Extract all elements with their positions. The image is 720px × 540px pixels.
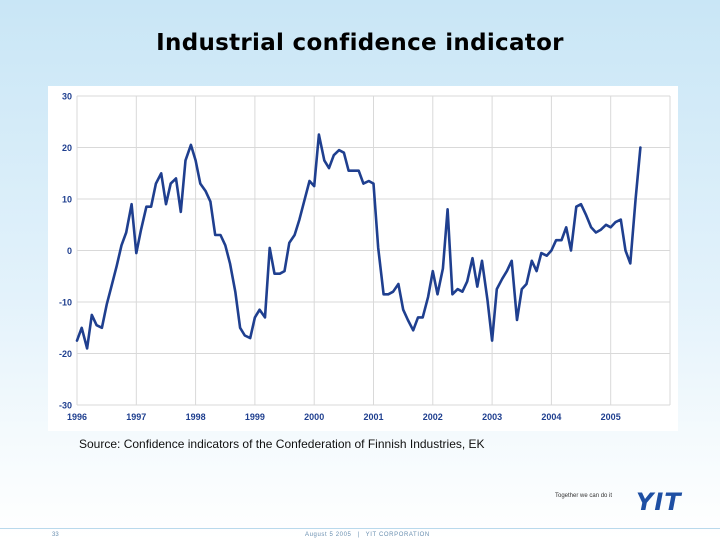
- x-tick-label: 2005: [600, 412, 621, 422]
- x-tick-label: 2004: [541, 412, 562, 422]
- tagline: Together we can do it: [555, 493, 613, 499]
- x-tick-label: 1998: [185, 412, 206, 422]
- y-tick-label: 0: [66, 246, 72, 256]
- line-chart: [48, 86, 678, 431]
- slide-title: Industrial confidence indicator: [156, 30, 564, 56]
- footer-company: YIT CORPORATION: [365, 532, 430, 538]
- y-tick-label: 30: [61, 91, 72, 102]
- footer-divider: [0, 528, 720, 529]
- x-tick-label: 1997: [126, 412, 147, 422]
- chart-panel: [48, 86, 678, 431]
- footer-text: [305, 532, 430, 538]
- yit-logo: YIT: [636, 488, 682, 516]
- x-tick-label: 2000: [304, 412, 325, 422]
- y-tick-label: 20: [61, 143, 72, 153]
- footer-separator: |: [357, 532, 360, 538]
- x-tick-label: 2001: [363, 412, 384, 422]
- y-tick-label: 10: [61, 194, 72, 205]
- x-tick-label: 2003: [482, 412, 503, 422]
- footer-date: August 5 2005: [305, 532, 352, 538]
- y-tick-label: -10: [58, 297, 72, 308]
- page-number: 33: [52, 532, 59, 538]
- x-tick-label: 1999: [244, 412, 265, 422]
- x-tick-label: 2002: [422, 412, 443, 422]
- source-note: Source: Confidence indicators of the Confederation of Finnish Industries, EK: [79, 437, 485, 451]
- series-line-0: [77, 135, 640, 349]
- y-tick-label: -20: [58, 349, 72, 359]
- y-tick-label: -30: [58, 400, 72, 411]
- x-tick-label: 1996: [66, 412, 88, 422]
